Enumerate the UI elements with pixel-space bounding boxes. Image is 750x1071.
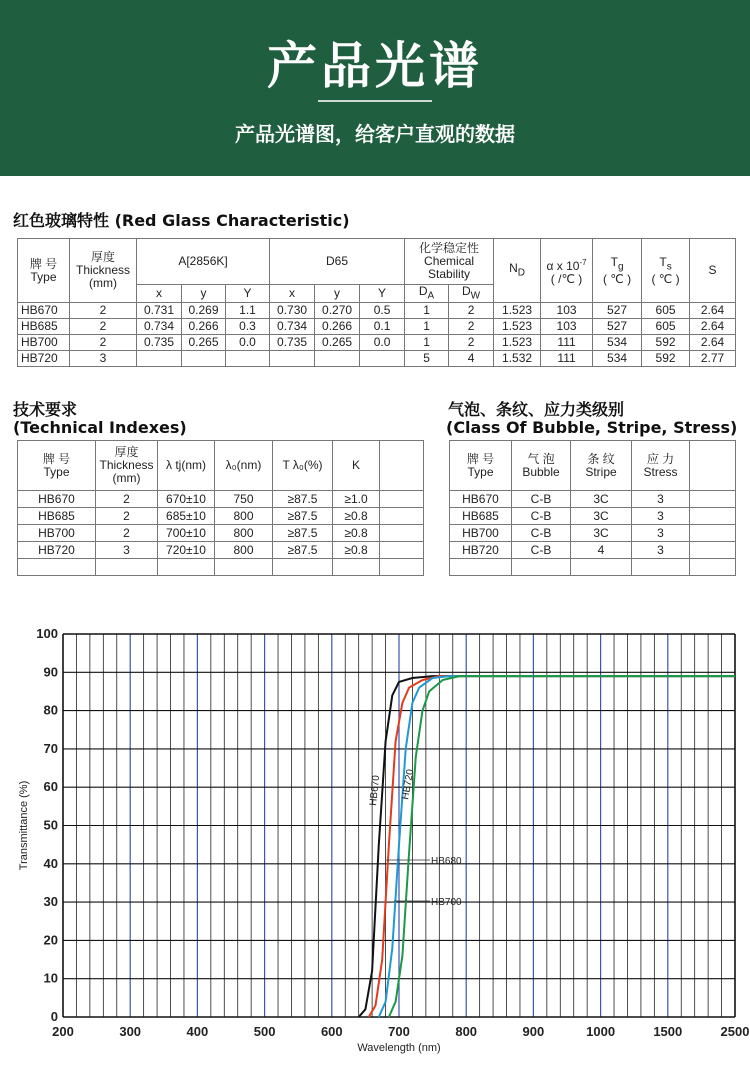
- tech-header-row: [18, 441, 424, 491]
- red-glass-cell-14: 2.64: [690, 303, 736, 319]
- tech-cell-5: ≥0.8: [333, 508, 380, 525]
- tech-cell-3: 800: [215, 525, 273, 542]
- red-glass-cell-0: HB670: [18, 303, 70, 319]
- x-tick-label: 300: [119, 1024, 142, 1039]
- bubble-stress-header: 应 力 Stress: [632, 441, 690, 491]
- dw-header: $D_W$: [449, 285, 494, 303]
- tech-thickness-header: 厚度 Thickness (mm): [96, 441, 158, 491]
- x-tick-label: 2500: [720, 1024, 750, 1039]
- tech-cell-1: 2: [96, 508, 158, 525]
- d-x-header: x: [270, 285, 315, 303]
- red-glass-cell-13: 592: [642, 335, 690, 351]
- red-glass-cell-5: 0.730: [270, 303, 315, 319]
- tech-cell-3: 800: [215, 542, 273, 559]
- bubble-cell-1: C-B: [512, 542, 571, 559]
- y-tick-label: 50: [43, 817, 58, 833]
- bubble-cell-4: [690, 559, 736, 576]
- bubble-cell-2: 4: [571, 542, 632, 559]
- red-glass-cell-8: 5: [405, 351, 449, 367]
- red-glass-cell-9: 4: [449, 351, 494, 367]
- red-glass-cell-11: 111: [541, 335, 593, 351]
- red-glass-cell-14: 2.77: [690, 351, 736, 367]
- red-glass-cell-11: 111: [541, 351, 593, 367]
- red-glass-cell-4: 0.3: [226, 319, 270, 335]
- table-row: [18, 491, 424, 508]
- red-glass-cell-7: 0.1: [360, 319, 405, 335]
- series-label-hb680: HB680: [431, 856, 462, 867]
- red-glass-cell-1: 2: [70, 335, 137, 351]
- red-glass-cell-0: HB700: [18, 335, 70, 351]
- page-subtitle: 产品光谱图，给客户直观的数据: [235, 122, 515, 146]
- tech-k-header: K: [333, 441, 380, 491]
- bubble-cell-1: [512, 559, 571, 576]
- bubble-cell-1: C-B: [512, 491, 571, 508]
- red-glass-cell-11: 103: [541, 319, 593, 335]
- red-glass-cell-8: 1: [405, 319, 449, 335]
- tech-cell-4: ≥87.5: [273, 542, 333, 559]
- red-glass-cell-8: 1: [405, 303, 449, 319]
- tech-cell-5: ≥0.8: [333, 542, 380, 559]
- bubble-cell-3: [632, 559, 690, 576]
- red-glass-cell-14: 2.64: [690, 335, 736, 351]
- x-tick-label: 1000: [586, 1024, 616, 1039]
- bubble-cell-0: HB670: [450, 491, 512, 508]
- x-tick-label: 600: [320, 1024, 343, 1039]
- red-glass-cell-3: 0.265: [182, 335, 226, 351]
- red-glass-cell-12: 527: [593, 303, 642, 319]
- s-header: S: [690, 239, 736, 303]
- table-row: [18, 508, 424, 525]
- tech-cell-0: HB700: [18, 525, 96, 542]
- tech-cell-0: HB685: [18, 508, 96, 525]
- bubble-heading-en: (Class Of Bubble, Stripe, Stress): [446, 418, 738, 437]
- title-divider: [318, 100, 432, 102]
- red-glass-cell-13: 605: [642, 303, 690, 319]
- red-glass-cell-5: [270, 351, 315, 367]
- tech-cell-1: 2: [96, 491, 158, 508]
- table-row: [18, 303, 736, 319]
- chem-stability-header: 化学稳定性 Chemical Stability: [405, 239, 494, 285]
- red-glass-cell-9: 2: [449, 335, 494, 351]
- a-y-header: y: [182, 285, 226, 303]
- tech-type-header: 牌 号 Type: [18, 441, 96, 491]
- bubble-cell-4: [690, 508, 736, 525]
- tech-cell-0: HB670: [18, 491, 96, 508]
- red-glass-cell-14: 2.64: [690, 319, 736, 335]
- x-tick-label: 500: [253, 1024, 276, 1039]
- red-glass-heading: 红色玻璃特性 (Red Glass Characteristic): [13, 211, 350, 230]
- red-glass-cell-2: [137, 351, 182, 367]
- bubble-cell-2: 3C: [571, 508, 632, 525]
- y-axis-label: Transmittance (%): [18, 780, 30, 871]
- nd-header: $N_D$: [494, 239, 541, 303]
- red-glass-cell-11: 103: [541, 303, 593, 319]
- red-glass-cell-12: 527: [593, 319, 642, 335]
- bubble-cell-0: HB720: [450, 542, 512, 559]
- bubble-cell-0: HB685: [450, 508, 512, 525]
- table-row: [450, 542, 736, 559]
- y-tick-label: 90: [43, 664, 58, 680]
- table-row: [18, 542, 424, 559]
- x-tick-label: 800: [455, 1024, 478, 1039]
- red-glass-cell-0: HB720: [18, 351, 70, 367]
- red-glass-cell-1: 3: [70, 351, 137, 367]
- red-glass-header-row: [18, 239, 736, 285]
- y-tick-label: 40: [43, 855, 58, 871]
- tech-cell-1: [96, 559, 158, 576]
- tech-cell-2: [158, 559, 215, 576]
- table-row: [18, 351, 736, 367]
- red-glass-cell-2: 0.735: [137, 335, 182, 351]
- bubble-table: [449, 440, 736, 576]
- table-row: [450, 491, 736, 508]
- tech-cell-2: 685±10: [158, 508, 215, 525]
- bubble-empty-header: [690, 441, 736, 491]
- red-glass-cell-8: 1: [405, 335, 449, 351]
- tech-heading-cn: 技术要求: [13, 400, 78, 419]
- bubble-stripe-header: 条 纹 Stripe: [571, 441, 632, 491]
- tech-ltj-header: λ tj(nm): [158, 441, 215, 491]
- tech-cell-2: 670±10: [158, 491, 215, 508]
- x-tick-label: 900: [522, 1024, 545, 1039]
- tech-cell-0: HB720: [18, 542, 96, 559]
- red-glass-cell-4: 0.0: [226, 335, 270, 351]
- y-tick-label: 10: [43, 970, 58, 986]
- bubble-cell-0: [450, 559, 512, 576]
- tech-table: [17, 440, 424, 576]
- red-glass-cell-9: 2: [449, 319, 494, 335]
- bubble-cell-1: C-B: [512, 508, 571, 525]
- red-glass-cell-7: 0.0: [360, 335, 405, 351]
- red-glass-cell-9: 2: [449, 303, 494, 319]
- tech-tl0-header: T λ₀(%): [273, 441, 333, 491]
- tech-cell-6: [380, 508, 424, 525]
- bubble-cell-2: 3C: [571, 491, 632, 508]
- a2856-header: A[2856K]: [137, 239, 270, 285]
- page-title: 产品光谱: [267, 37, 483, 95]
- red-glass-cell-13: 592: [642, 351, 690, 367]
- tech-cell-4: ≥87.5: [273, 508, 333, 525]
- red-glass-cell-6: 0.270: [315, 303, 360, 319]
- bubble-cell-1: C-B: [512, 525, 571, 542]
- x-tick-label: 400: [186, 1024, 209, 1039]
- red-glass-cell-10: 1.532: [494, 351, 541, 367]
- red-glass-cell-3: 0.269: [182, 303, 226, 319]
- tech-cell-6: [380, 525, 424, 542]
- banner: [0, 0, 750, 176]
- alpha-header: α x $10^{-7}$ ( /℃ ): [541, 239, 593, 303]
- bubble-cell-3: 3: [632, 508, 690, 525]
- d-y-header: y: [315, 285, 360, 303]
- tech-cell-6: [380, 542, 424, 559]
- table-row-empty: [450, 559, 736, 576]
- series-label-hb720: HB720: [400, 768, 417, 801]
- x-tick-label: 700: [388, 1024, 410, 1039]
- thickness-header: 厚度 Thickness (mm): [70, 239, 137, 303]
- ts-header: $T_s$ ( ℃ ): [642, 239, 690, 303]
- series-line-hb680: [369, 676, 735, 1017]
- bubble-type-header: 牌 号 Type: [450, 441, 512, 491]
- tech-empty-header: [380, 441, 424, 491]
- red-glass-table: [17, 238, 736, 367]
- series-line-hb720: [389, 676, 735, 1017]
- x-tick-label: 200: [52, 1024, 74, 1039]
- red-glass-cell-4: [226, 351, 270, 367]
- red-glass-cell-10: 1.523: [494, 335, 541, 351]
- tech-cell-4: ≥87.5: [273, 491, 333, 508]
- series-label-hb700: HB700: [431, 897, 462, 908]
- red-glass-cell-2: 0.734: [137, 319, 182, 335]
- transmittance-chart: [0, 618, 750, 1066]
- tech-cell-4: [273, 559, 333, 576]
- d-Y-header: Y: [360, 285, 405, 303]
- bubble-cell-0: HB700: [450, 525, 512, 542]
- y-tick-label: 80: [43, 702, 58, 718]
- a-Y-header: Y: [226, 285, 270, 303]
- red-glass-cell-1: 2: [70, 319, 137, 335]
- red-glass-cell-1: 2: [70, 303, 137, 319]
- red-glass-cell-2: 0.731: [137, 303, 182, 319]
- tech-cell-2: 700±10: [158, 525, 215, 542]
- y-tick-label: 0: [50, 1009, 58, 1024]
- tech-cell-5: [333, 559, 380, 576]
- bubble-cell-3: 3: [632, 491, 690, 508]
- bubble-bubble-header: 气 泡 Bubble: [512, 441, 571, 491]
- table-row-empty: [18, 559, 424, 576]
- table-row: [18, 319, 736, 335]
- red-glass-cell-5: 0.734: [270, 319, 315, 335]
- series-label-hb670: HB670: [368, 774, 383, 807]
- bubble-cell-2: [571, 559, 632, 576]
- bubble-heading-cn: 气泡、条纹、应力类级别: [448, 400, 625, 419]
- red-glass-cell-12: 534: [593, 351, 642, 367]
- red-glass-cell-7: [360, 351, 405, 367]
- red-glass-cell-4: 1.1: [226, 303, 270, 319]
- bubble-cell-3: 3: [632, 542, 690, 559]
- bubble-cell-4: [690, 542, 736, 559]
- transmittance-chart-svg: [0, 618, 750, 1066]
- red-glass-cell-6: 0.265: [315, 335, 360, 351]
- tech-cell-4: ≥87.5: [273, 525, 333, 542]
- bubble-cell-4: [690, 491, 736, 508]
- tech-cell-5: ≥0.8: [333, 525, 380, 542]
- d65-header: D65: [270, 239, 405, 285]
- tech-cell-3: 800: [215, 508, 273, 525]
- type-header: 牌 号 Type: [18, 239, 70, 303]
- y-tick-label: 100: [36, 626, 58, 641]
- bubble-cell-4: [690, 525, 736, 542]
- tech-cell-5: ≥1.0: [333, 491, 380, 508]
- y-tick-label: 30: [43, 894, 58, 910]
- red-glass-cell-12: 534: [593, 335, 642, 351]
- tech-cell-3: [215, 559, 273, 576]
- x-tick-label: 1500: [653, 1024, 683, 1039]
- red-glass-cell-3: [182, 351, 226, 367]
- tg-header: $T_g$ ( ℃ ): [593, 239, 642, 303]
- bubble-cell-2: 3C: [571, 525, 632, 542]
- red-glass-cell-6: 0.266: [315, 319, 360, 335]
- red-glass-cell-10: 1.523: [494, 319, 541, 335]
- tech-cell-1: 3: [96, 542, 158, 559]
- bubble-cell-3: 3: [632, 525, 690, 542]
- tech-l0-header: λ₀(nm): [215, 441, 273, 491]
- a-x-header: x: [137, 285, 182, 303]
- y-tick-label: 60: [43, 779, 58, 795]
- tech-cell-6: [380, 491, 424, 508]
- y-tick-label: 20: [43, 932, 58, 948]
- table-row: [450, 525, 736, 542]
- red-glass-cell-10: 1.523: [494, 303, 541, 319]
- red-glass-cell-3: 0.266: [182, 319, 226, 335]
- red-glass-cell-5: 0.735: [270, 335, 315, 351]
- red-glass-cell-7: 0.5: [360, 303, 405, 319]
- tech-cell-1: 2: [96, 525, 158, 542]
- tech-cell-3: 750: [215, 491, 273, 508]
- red-glass-cell-13: 605: [642, 319, 690, 335]
- table-row: [18, 335, 736, 351]
- da-header: $D_A$: [405, 285, 449, 303]
- tech-cell-6: [380, 559, 424, 576]
- tech-cell-0: [18, 559, 96, 576]
- red-glass-cell-6: [315, 351, 360, 367]
- tech-heading-en: (Technical Indexes): [13, 418, 187, 437]
- red-glass-cell-0: HB685: [18, 319, 70, 335]
- x-axis-label: Wavelength (nm): [357, 1042, 441, 1054]
- bubble-header-row: [450, 441, 736, 491]
- table-row: [450, 508, 736, 525]
- table-row: [18, 525, 424, 542]
- y-tick-label: 70: [43, 740, 58, 756]
- tech-cell-2: 720±10: [158, 542, 215, 559]
